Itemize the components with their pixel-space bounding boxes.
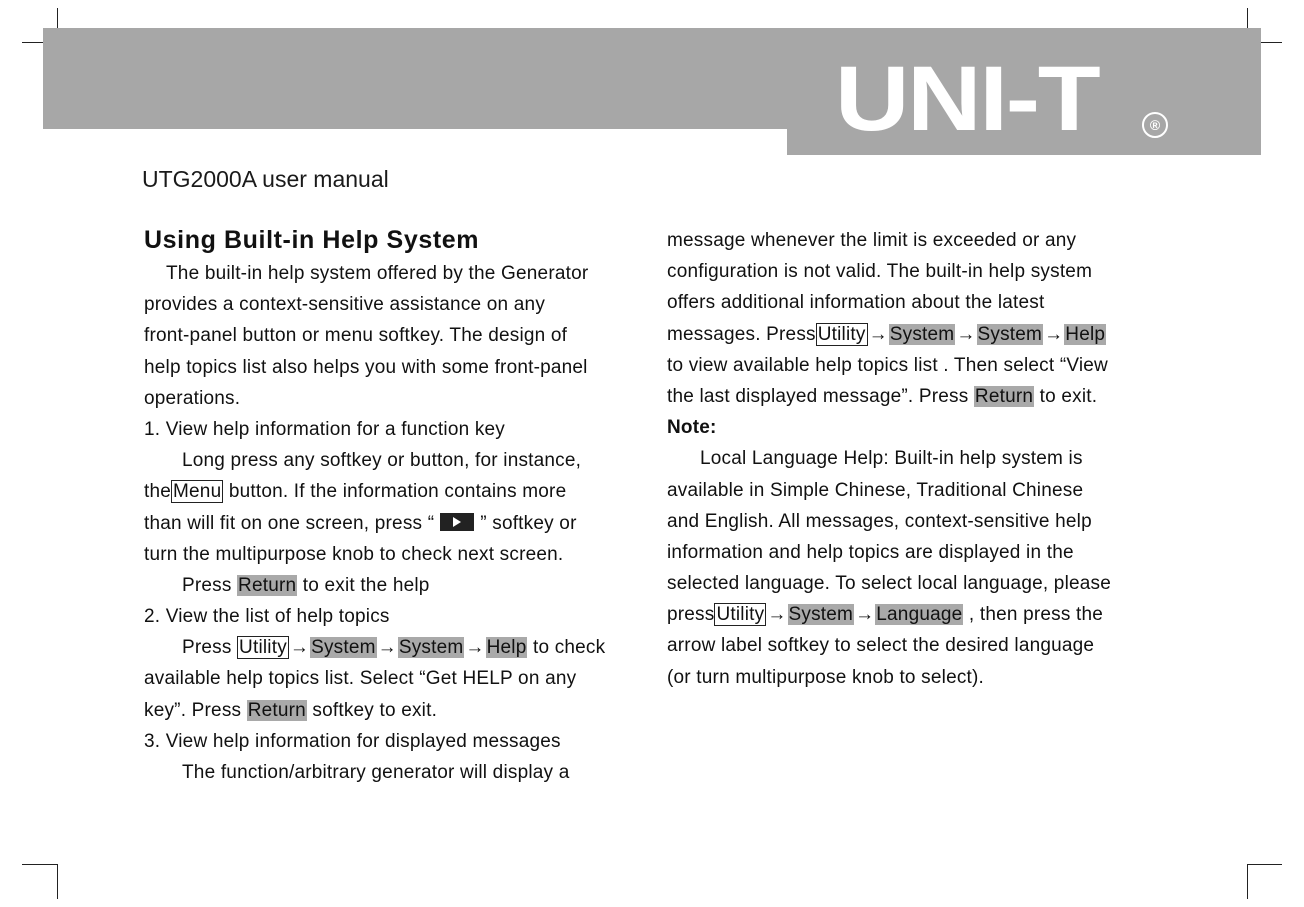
paragraph-line: offers additional information about the latest (667, 292, 1045, 314)
paragraph-line (144, 570, 644, 601)
next-page-softkey-icon (440, 513, 474, 531)
paragraph-line: configuration is not valid. The built-in help system (667, 261, 1093, 283)
text: , then press the (963, 604, 1104, 626)
text: to exit. (1034, 385, 1098, 407)
arrow: → (289, 637, 310, 659)
text: ” softkey or (480, 512, 577, 534)
list-item-heading: 1. View help information for a function key (144, 418, 505, 440)
paragraph-line: and English. All messages, context-sensitive help (667, 510, 1092, 532)
paragraph-line: front-panel button or menu softkey. The design of (144, 325, 568, 347)
help-key: Help (486, 637, 527, 659)
return-key: Return (247, 699, 306, 721)
system-key: System (788, 604, 854, 626)
text: Press (182, 574, 238, 596)
crop-mark (1247, 864, 1282, 865)
text: than will fit on one screen, press “ (144, 512, 435, 534)
return-key: Return (238, 574, 297, 596)
utility-key: Utility (716, 604, 765, 626)
paragraph-line: to view available help topics list . Then select “View (667, 354, 1108, 376)
text: softkey to exit. (306, 699, 438, 721)
arrow: → (465, 637, 485, 659)
paragraph-line: information and help topics are displayed in the (667, 541, 1074, 563)
list-item-heading: 2. View the list of help topics (144, 606, 390, 628)
utility-key: Utility (239, 637, 287, 659)
paragraph-line (144, 695, 644, 726)
crop-mark (1247, 864, 1248, 899)
paragraph-line: operations. (144, 387, 241, 409)
section-title: Using Built-in Help System (144, 226, 480, 254)
help-key: Help (1065, 323, 1106, 345)
paragraph-line: provides a context-sensitive assistance on any (144, 294, 546, 316)
registered-mark: ® (1142, 112, 1168, 138)
text: to exit the help (297, 574, 430, 596)
arrow: → (855, 604, 875, 626)
system-key: System (398, 637, 464, 659)
paragraph-line (144, 476, 644, 507)
paragraph-line: arrow label softkey to select the desired language (667, 635, 1095, 657)
uni-t-logo: UNI-T (835, 48, 1099, 150)
paragraph-line: selected language. To select local language, please (667, 573, 1111, 595)
text: messages. Press (667, 323, 816, 345)
crop-mark (22, 864, 57, 865)
paragraph-line: (or turn multipurpose knob to select). (667, 666, 985, 688)
text: to check (527, 637, 606, 659)
paragraph-line: turn the multipurpose knob to check next screen. (144, 543, 564, 565)
text: button. If the information contains more (223, 481, 567, 503)
paragraph-line: Long press any softkey or button, for instance, (182, 450, 582, 472)
arrow: → (868, 323, 888, 345)
left-column (144, 258, 644, 788)
paragraph-line: available in Simple Chinese, Traditional Chinese (667, 479, 1084, 501)
system-key: System (977, 323, 1043, 345)
text: Press (182, 637, 238, 659)
paragraph-line (667, 381, 1177, 412)
utility-key: Utility (817, 323, 866, 345)
list-item-heading: 3. View help information for displayed messages (144, 730, 561, 752)
text: press (667, 604, 715, 626)
menu-key: Menu (173, 481, 222, 503)
paragraph-line (667, 319, 1177, 350)
crop-mark (57, 864, 58, 899)
language-key: Language (876, 604, 963, 626)
note-heading: Note: (667, 417, 717, 439)
return-key: Return (974, 385, 1034, 407)
system-key: System (889, 323, 955, 345)
paragraph-line: Local Language Help: Built-in help system is (700, 448, 1083, 470)
arrow: → (1044, 323, 1064, 345)
text: key”. Press (144, 699, 247, 721)
arrow: → (767, 604, 787, 626)
paragraph-line: The built-in help system offered by the Generator (166, 263, 589, 284)
right-column (667, 225, 1177, 693)
manual-title: UTG2000A user manual (142, 166, 389, 192)
paragraph-line (144, 632, 644, 663)
paragraph-line (144, 508, 644, 539)
paragraph-line: message whenever the limit is exceeded or any (667, 230, 1077, 251)
paragraph-line: The function/arbitrary generator will display a (182, 762, 570, 783)
arrow: → (377, 637, 397, 659)
paragraph-line (667, 599, 1177, 630)
text: the (144, 481, 172, 503)
arrow: → (956, 323, 976, 345)
paragraph-line: help topics list also helps you with some front-panel (144, 356, 588, 378)
paragraph-line: available help topics list. Select “Get HELP on any (144, 668, 577, 690)
text: the last displayed message”. Press (667, 385, 974, 407)
system-key: System (311, 637, 376, 659)
